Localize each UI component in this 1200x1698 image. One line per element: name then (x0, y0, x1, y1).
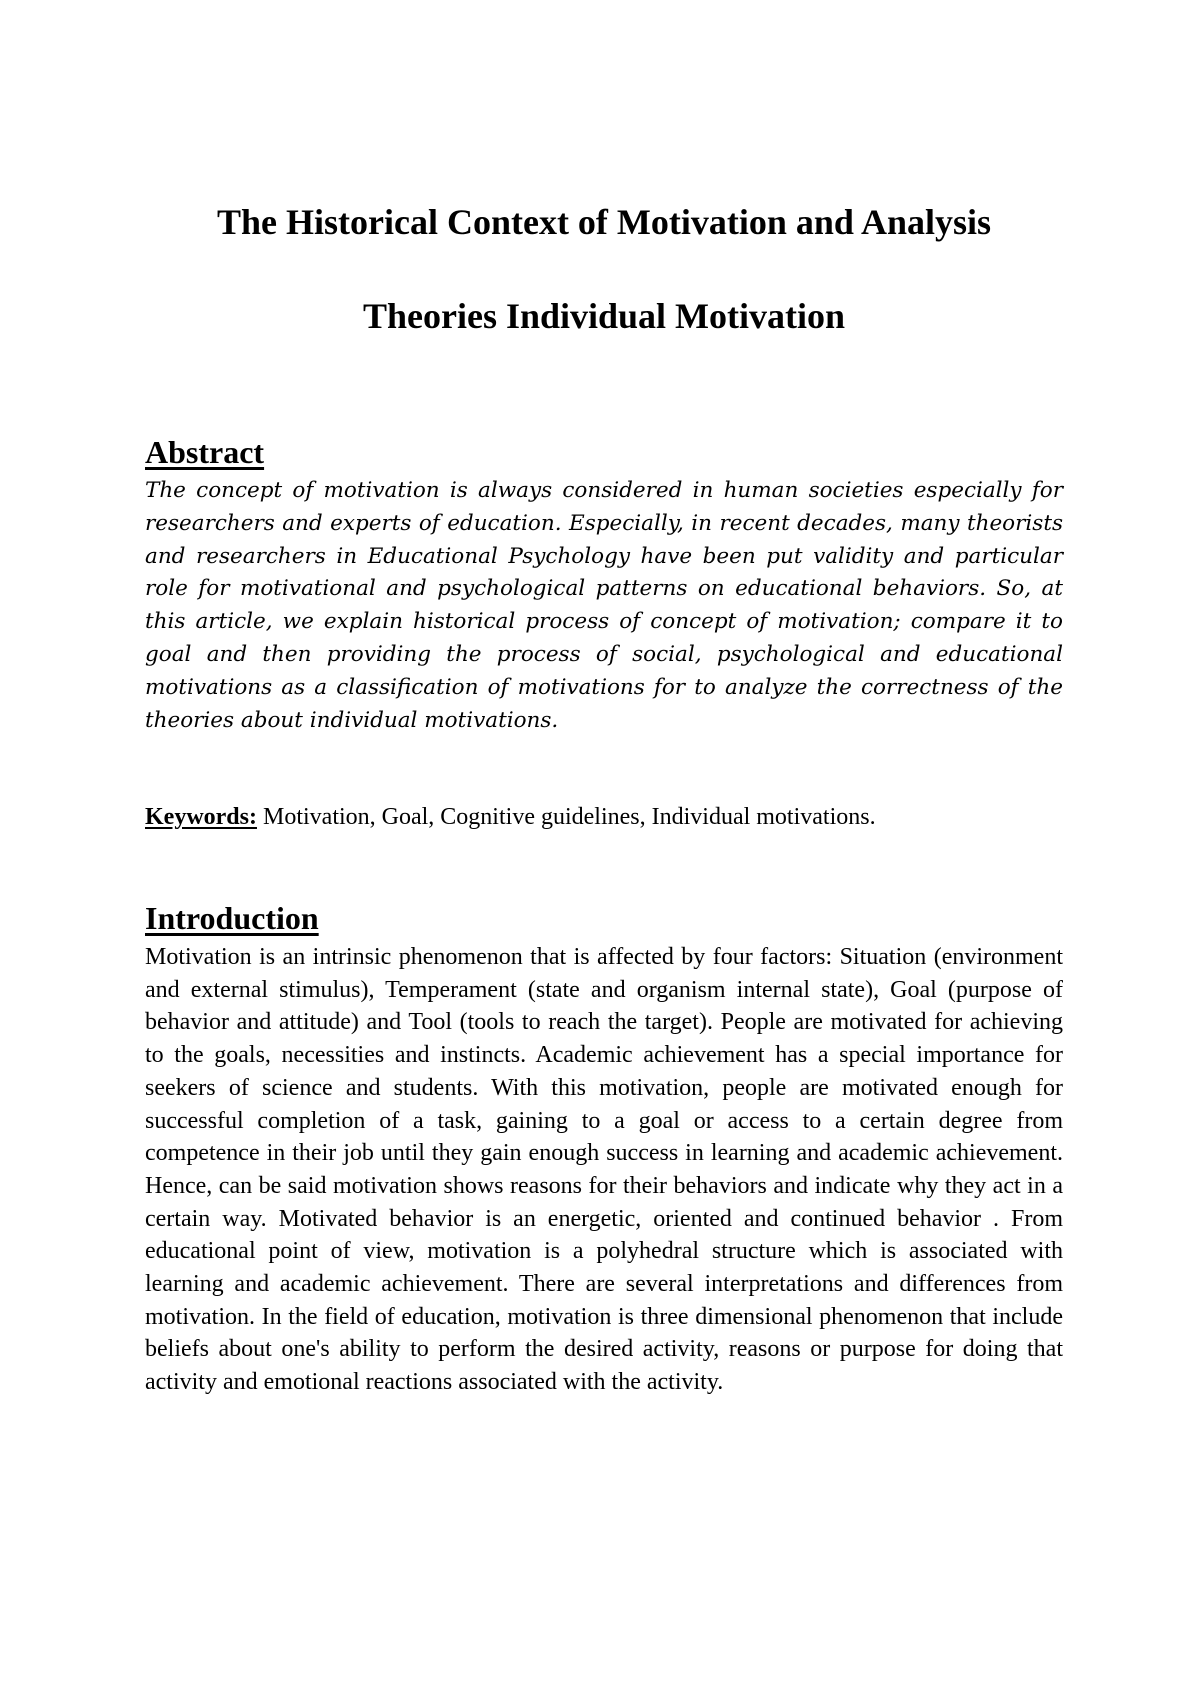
title-line-1: The Historical Context of Motivation and Analysis (216, 202, 992, 242)
keywords-line (145, 801, 1063, 833)
introduction-text: Motivation is an intrinsic phenomenon that is affected by four factors: Situation (environment and external stimulus), Temperament (state and organism internal state), Goal (purpose of behavior and attitude) and Tool (tools to reach the target). People are motivated for achieving to the goals, necessities and instincts. Academic achievement has a special importance for seekers of science and students. With this motivation, people are motivated enough for successful completion of a task, gaining to a goal or access to a certain degree from competence in their job until they gain enough success in learning and academic achievement. Hence, can be said motivation shows reasons for their behaviors and indicate why they act in a certain way. Motivated behavior is an energetic, oriented and continued behavior . From educational point of view, motivation is a polyhedral structure which is associated with learning and academic achievement. There are several interpretations and differences from motivation. In the field of education, motivation is three dimensional phenomenon that include beliefs about one's ability to perform the desired activity, reasons or purpose for doing that activity and emotional reactions associated with the activity. (145, 944, 1063, 1396)
title-line-2: Theories Individual Motivation (362, 296, 846, 336)
abstract-heading: Abstract (145, 434, 265, 470)
keywords-label: Keywords: (145, 804, 257, 830)
keywords-text: Motivation, Goal, Cognitive guidelines, Individual motivations. (256, 804, 876, 830)
introduction-heading: Introduction (145, 900, 319, 936)
abstract-text: The concept of motivation is always considered in human societies especially for researchers and experts of education. Especially, in recent decades, many theorists and researchers in Educational Psychology have been put validity and particular role for motivational and psychological patterns on educational behaviors. So, at this article, we explain historical process of concept of motivation; compare it to goal and then providing the process of social, psychological and educational motivations as a classification of motivations for to analyze the correctness of the theories about individual motivations. (145, 478, 1063, 733)
